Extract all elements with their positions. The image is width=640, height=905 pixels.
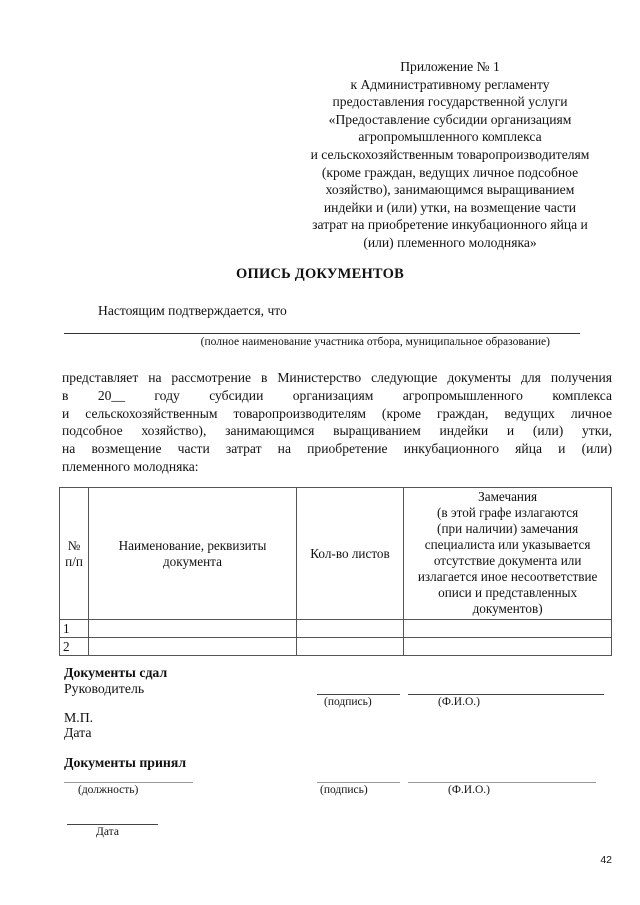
header-remarks	[404, 488, 612, 620]
row-sheets-cell[interactable]	[296, 638, 403, 656]
handed-fio-caption: (Ф.И.О.)	[438, 696, 480, 708]
received-sign-caption: (подпись)	[320, 784, 368, 796]
header-remarks-line: документов)	[472, 601, 543, 616]
body-line: представляет на рассмотрение в Министерство следующие документы для получения	[62, 370, 612, 385]
handed-heading: Документы сдал	[64, 665, 168, 680]
header-remarks-line: (в этой графе излагаются	[437, 505, 579, 520]
body-line: и сельскохозяйственным товаропроизводителям (кроме граждан, ведущих личное	[62, 405, 612, 421]
header-name-line: документа	[162, 553, 222, 569]
appendix-line: к Административному регламенту	[350, 76, 550, 92]
documents-table	[59, 487, 612, 656]
body-paragraph	[62, 369, 612, 476]
handed-sign-caption: (подпись)	[324, 696, 372, 708]
appendix-line: индейки и (или) утки, на возмещение части	[323, 199, 577, 215]
header-remarks-line: (при наличии) замечания	[437, 521, 579, 536]
row-name-cell[interactable]	[89, 638, 297, 656]
received-signature-line[interactable]	[317, 782, 400, 783]
body-line: подсобное хозяйство), занимающимся выращиванием индейки и (или) утки,	[62, 423, 612, 439]
received-position-caption: (должность)	[78, 784, 139, 796]
body-line: на возмещение части затрат на приобретение инкубационного яйца и (или)	[62, 441, 612, 457]
appendix-header	[280, 58, 620, 252]
participant-name-line[interactable]	[64, 333, 580, 334]
handed-signature-line[interactable]	[317, 694, 400, 695]
header-num-line: №	[67, 537, 81, 553]
handed-fio-line[interactable]	[408, 694, 604, 695]
received-date-caption: Дата	[96, 826, 119, 838]
participant-name-caption: (полное наименование участника отбора, муниципальное образование)	[200, 336, 550, 348]
header-remarks-line: отсутствие документа или	[433, 553, 582, 568]
stamp-label: М.П.	[64, 710, 94, 725]
confirm-text: Настоящим подтверждается, что	[98, 303, 287, 318]
row-remarks-cell[interactable]	[404, 638, 612, 656]
appendix-line: хозяйство), занимающимся выращиванием	[325, 182, 575, 198]
document-title: ОПИСЬ ДОКУМЕНТОВ	[236, 266, 404, 282]
appendix-line: Приложение № 1	[400, 59, 500, 74]
header-remarks-line: описи и представленных	[438, 585, 578, 600]
handed-role: Руководитель	[64, 681, 145, 696]
header-remarks-line: излагается иное несоответствие	[417, 569, 598, 584]
appendix-line: затрат на приобретение инкубационного яйца и	[312, 217, 588, 233]
received-position-line[interactable]	[64, 782, 193, 783]
appendix-line: «Предоставление субсидии организациям	[328, 111, 572, 127]
header-remarks-line: специалиста или указывается	[424, 537, 591, 552]
page-number: 42	[600, 854, 612, 866]
appendix-line: (или) племенного молодняка»	[363, 234, 537, 250]
received-date-line[interactable]	[67, 824, 158, 825]
appendix-line: предоставления государственной услуги	[332, 94, 568, 110]
appendix-line: агропромышленного комплекса	[358, 129, 542, 145]
received-heading: Документы принял	[64, 755, 187, 770]
received-fio-caption: (Ф.И.О.)	[448, 784, 490, 796]
header-num-line: п/п	[65, 553, 83, 569]
header-remarks-line: Замечания	[478, 489, 538, 504]
appendix-line: (кроме граждан, ведущих личное подсобное	[321, 164, 579, 180]
body-line: в 20__ году субсидии организациям агропромышленного комплекса	[62, 387, 612, 403]
row-num: 2	[60, 638, 89, 656]
row-sheets-cell[interactable]	[296, 620, 403, 638]
header-name-line: Наименование, реквизиты	[118, 537, 267, 553]
received-fio-line[interactable]	[408, 782, 596, 783]
row-num: 1	[60, 620, 89, 638]
table-header-row	[60, 488, 612, 620]
appendix-line: и сельскохозяйственным товаропроизводителям	[310, 146, 590, 162]
header-name	[89, 488, 297, 620]
header-sheets: Кол-во листов	[296, 488, 403, 620]
table-row	[60, 638, 612, 656]
body-line: племенного молодняка:	[62, 458, 199, 474]
header-num	[60, 488, 89, 620]
row-name-cell[interactable]	[89, 620, 297, 638]
table-row	[60, 620, 612, 638]
handed-date-label: Дата	[64, 725, 92, 740]
row-remarks-cell[interactable]	[404, 620, 612, 638]
